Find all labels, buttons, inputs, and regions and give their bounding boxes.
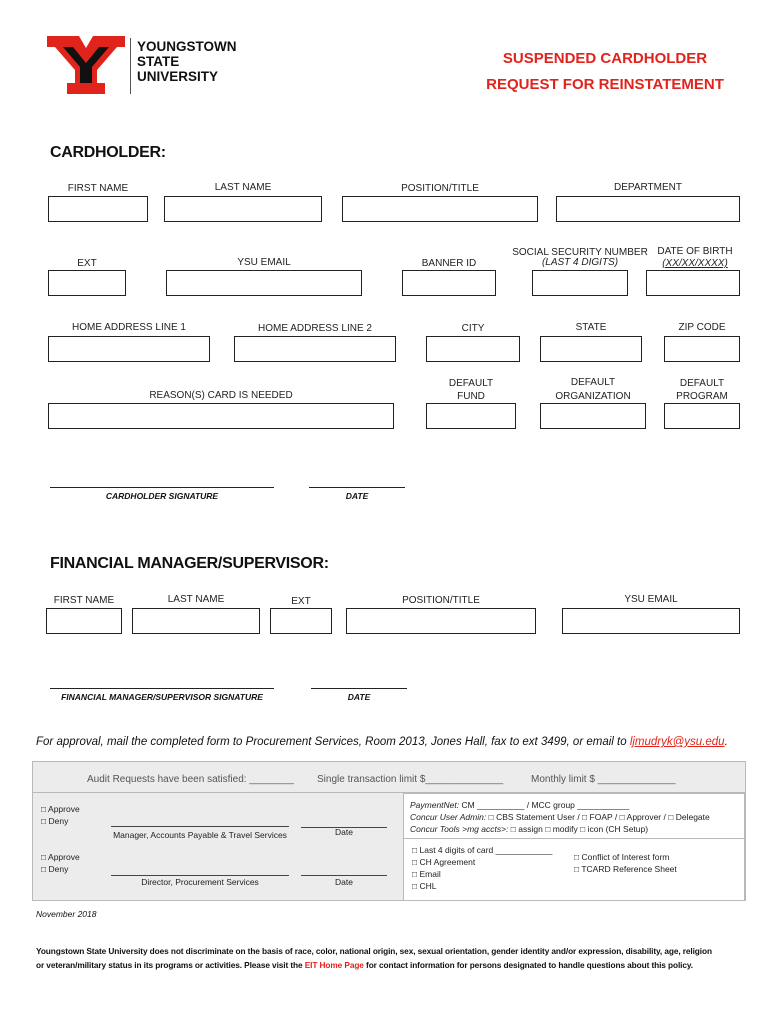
manager-position-field[interactable] (346, 608, 536, 634)
approve-checkbox-1[interactable]: □ Approve (41, 804, 80, 814)
instructions-text (36, 736, 728, 748)
policy-line-2 (36, 960, 693, 970)
logo-wordmark (137, 39, 237, 84)
logo-word-1: YOUNGSTOWN (137, 39, 237, 54)
concur-admin-label: Concur User Admin: (410, 812, 487, 822)
ysu-email-field[interactable] (166, 270, 362, 296)
label-department: DEPARTMENT (614, 182, 682, 193)
ysu-logo-icon (47, 36, 125, 94)
paymentnet-line (410, 799, 629, 811)
label-manager-ext: EXT (291, 596, 311, 607)
reasons-field[interactable] (48, 403, 394, 429)
last-name-field[interactable] (164, 196, 322, 222)
label-default-fund-1: DEFAULT (448, 378, 494, 389)
instructions-body: For approval, mail the completed form to Procurement Services, Room 2013, Jones Hall, fax to ext 3499, or email to (36, 736, 630, 748)
manager-date-label: DATE (347, 692, 371, 702)
director-label: Director, Procurement Services (141, 877, 259, 887)
label-manager-first-name: FIRST NAME (53, 595, 115, 606)
paymentnet-label: PaymentNet: (410, 800, 460, 810)
conflict-checkbox[interactable]: □ Conflict of Interest form (574, 852, 670, 862)
form-title-line2: REQUEST FOR REINSTATEMENT (486, 76, 724, 93)
tcard-checkbox[interactable]: □ TCARD Reference Sheet (574, 864, 677, 874)
label-zip: ZIP CODE (678, 322, 726, 333)
policy-line-2b: for contact information for persons designated to handle questions about this policy. (363, 960, 693, 970)
label-ssn-hint: (LAST 4 DIGITS) (541, 257, 619, 268)
default-org-field[interactable] (540, 403, 646, 429)
label-manager-email: YSU EMAIL (624, 594, 678, 605)
label-ext: EXT (77, 258, 97, 269)
label-ysu-email: YSU EMAIL (237, 257, 291, 268)
city-field[interactable] (426, 336, 520, 362)
deny-checkbox-1[interactable]: □ Deny (41, 816, 69, 826)
label-last-name: LAST NAME (214, 182, 272, 193)
manager-ap-label: Manager, Accounts Payable & Travel Services (113, 830, 287, 840)
label-manager-position: POSITION/TITLE (402, 595, 480, 606)
zip-field[interactable] (664, 336, 740, 362)
manager-date-line[interactable] (311, 688, 407, 689)
manager-ext-field[interactable] (270, 608, 332, 634)
monthly-limit: Monthly limit $ ______________ (531, 774, 676, 785)
department-field[interactable] (556, 196, 740, 222)
label-state: STATE (575, 322, 607, 333)
label-dob: DATE OF BIRTH (657, 246, 733, 257)
admin-box-divider (404, 838, 744, 839)
cardholder-signature-line[interactable] (50, 487, 274, 488)
approve-checkbox-2[interactable]: □ Approve (41, 852, 80, 862)
concur-tools-rest[interactable]: □ assign □ modify □ icon (CH Setup) (508, 824, 649, 834)
concur-admin-rest[interactable]: □ CBS Statement User / □ FOAP / □ Approver / □ Delegate (486, 812, 710, 822)
logo-word-3: UNIVERSITY (137, 69, 219, 84)
label-default-program-2: PROGRAM (676, 391, 728, 402)
concur-tools-label: Concur Tools >mg accts>: (410, 824, 509, 834)
label-default-fund-2: FUND (457, 391, 485, 402)
manager-signature-label: FINANCIAL MANAGER/SUPERVISOR SIGNATURE (61, 692, 263, 702)
label-reasons: REASON(S) CARD IS NEEDED (149, 390, 293, 401)
single-transaction-limit: Single transaction limit $______________ (317, 774, 504, 785)
manager-ap-date-label: Date (335, 827, 353, 837)
manager-email-field[interactable] (562, 608, 740, 634)
ssn-field[interactable] (532, 270, 628, 296)
cardholder-heading: CARDHOLDER: (50, 144, 166, 161)
state-field[interactable] (540, 336, 642, 362)
admin-box (403, 793, 745, 901)
logo-word-2: STATE (137, 54, 180, 69)
eit-home-page-link[interactable]: EIT Home Page (304, 960, 364, 970)
label-address2: HOME ADDRESS LINE 2 (258, 323, 372, 334)
manager-ap-signature-line[interactable] (111, 826, 289, 827)
default-fund-field[interactable] (426, 403, 516, 429)
cardholder-date-line[interactable] (309, 487, 405, 488)
position-title-field[interactable] (342, 196, 538, 222)
label-banner-id: BANNER ID (421, 258, 477, 269)
concur-tools-line (410, 823, 648, 835)
concur-admin-line (410, 811, 710, 823)
label-ssn: SOCIAL SECURITY NUMBER (512, 247, 648, 258)
banner-id-field[interactable] (402, 270, 496, 296)
last4-checkbox[interactable]: □ Last 4 digits of card ____________ (412, 845, 553, 855)
label-default-program-1: DEFAULT (679, 378, 725, 389)
address2-field[interactable] (234, 336, 396, 362)
manager-first-name-field[interactable] (46, 608, 122, 634)
logo-divider (130, 38, 131, 94)
policy-line-2a: or veteran/military status in its programs or activities. Please visit the (36, 960, 305, 970)
cardholder-signature-label: CARDHOLDER SIGNATURE (105, 491, 219, 501)
form-title-line1: SUSPENDED CARDHOLDER (502, 50, 708, 67)
default-program-field[interactable] (664, 403, 740, 429)
address1-field[interactable] (48, 336, 210, 362)
label-city: CITY (461, 323, 485, 334)
dob-field[interactable] (646, 270, 740, 296)
manager-last-name-field[interactable] (132, 608, 260, 634)
label-manager-last-name: LAST NAME (167, 594, 225, 605)
label-address1: HOME ADDRESS LINE 1 (72, 322, 186, 333)
office-use-panel (32, 761, 746, 901)
label-default-org-2: ORGANIZATION (555, 391, 631, 402)
policy-line-1: Youngstown State University does not discriminate on the basis of race, color, national origin, sex, sexual orientation, gender identity and/or expression, disability, age, religion (36, 946, 712, 956)
label-dob-hint: (XX/XX/XXXX) (662, 258, 728, 269)
ch-agreement-checkbox[interactable]: □ CH Agreement (412, 857, 476, 867)
instructions-end: . (724, 736, 728, 748)
deny-checkbox-2[interactable]: □ Deny (41, 864, 69, 874)
label-default-org-1: DEFAULT (570, 377, 616, 388)
first-name-field[interactable] (48, 196, 148, 222)
email-checkbox[interactable]: □ Email (412, 869, 441, 879)
manager-heading: FINANCIAL MANAGER/SUPERVISOR: (50, 555, 329, 572)
manager-signature-line[interactable] (50, 688, 274, 689)
label-first-name: FIRST NAME (67, 183, 129, 194)
paymentnet-rest: CM __________ / MCC group ___________ (459, 800, 630, 810)
audit-requests: Audit Requests have been satisfied: ________ (87, 774, 294, 785)
chl-checkbox[interactable]: □ CHL (412, 881, 437, 891)
email-link[interactable]: ljmudryk@ysu.edu (629, 736, 725, 748)
ext-field[interactable] (48, 270, 126, 296)
cardholder-date-label: DATE (345, 491, 369, 501)
revision-date: November 2018 (36, 909, 97, 919)
director-date-label: Date (335, 877, 353, 887)
label-position-title: POSITION/TITLE (401, 183, 479, 194)
